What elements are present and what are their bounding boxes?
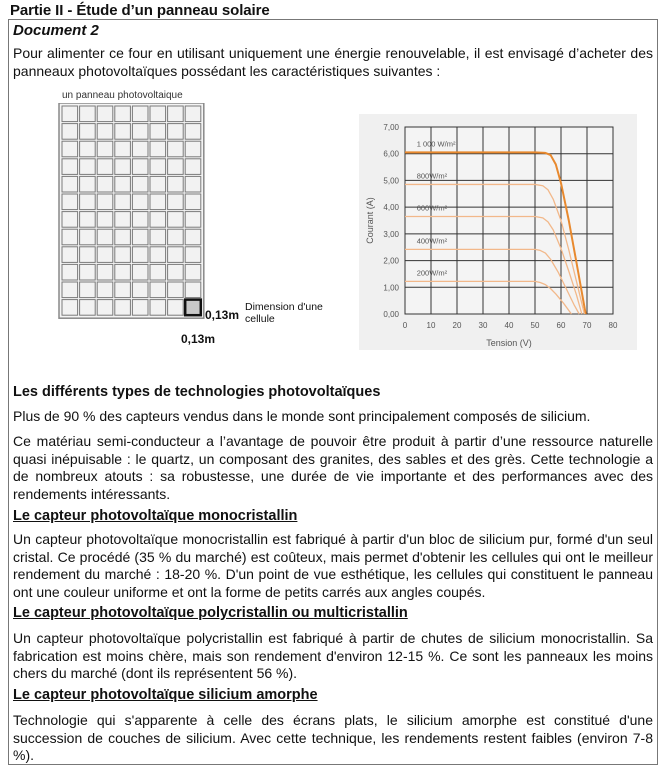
cell-height-label: 0,13m (205, 308, 240, 322)
section-heading-types: Les différents types de technologies photovoltaïques (13, 384, 381, 400)
iv-curve-chart (359, 114, 637, 350)
section-types-paragraph-1: Plus de 90 % des capteurs vendus dans le monde sont principalement composés de silicium. (13, 408, 591, 424)
section-monocrystalline-paragraph: Un capteur photovoltaïque monocristallin est fabriqué à partir d'un bloc de silicium pur, formé d'un seul cristal. Ce procédé (35 % du marché) est coûteux, mais permet d'obtenir les cellules qui ont le meilleur rendement du marché : 18-20 %. D'un point de vue esthétique, les cellules qui constituent le panneau ont une couleur uniforme et ont la forme de petits carrés aux angles coupés. (13, 531, 653, 600)
section-types-paragraph-2: Ce matériau semi-conducteur a l’avantage de pouvoir être produit à partir d’une ressource naturelle quasi inépuisable : le quartz, un composant des granites, des sables et des grès. Cette technologie a de nombreux atouts : sa robustesse, une durée de vie importante et des performances avec des rendements intéressants. (13, 433, 653, 502)
svg-text:0,00: 0,00 (383, 310, 399, 319)
svg-text:4,00: 4,00 (383, 203, 399, 213)
svg-text:3,00: 3,00 (383, 229, 399, 239)
cell-caption (245, 301, 323, 325)
svg-text:800W/m²: 800W/m² (416, 171, 448, 181)
svg-text:40: 40 (504, 321, 514, 330)
svg-text:10: 10 (426, 321, 436, 330)
document-label: Document 2 (13, 22, 99, 39)
svg-text:200W/m²: 200W/m² (416, 268, 448, 278)
svg-text:400W/m²: 400W/m² (416, 236, 448, 246)
part-title: Partie II - Étude d’un panneau solaire (10, 2, 270, 19)
svg-text:1,00: 1,00 (383, 283, 399, 293)
document-box (8, 19, 658, 765)
svg-text:50: 50 (530, 321, 540, 330)
svg-text:Courant (A): Courant (A) (365, 197, 375, 244)
svg-text:70: 70 (582, 321, 592, 330)
section-heading-monocrystalline: Le capteur photovoltaïque monocristallin (13, 508, 298, 524)
svg-text:6,00: 6,00 (383, 149, 399, 159)
cell-caption-line2: cellule (245, 313, 275, 325)
svg-text:5,00: 5,00 (383, 176, 399, 186)
svg-text:600W/m²: 600W/m² (416, 203, 448, 213)
svg-text:1 000 W/m²: 1 000 W/m² (416, 139, 456, 149)
svg-text:80: 80 (608, 321, 618, 330)
svg-text:0: 0 (402, 321, 408, 330)
solar-panel-figure (51, 103, 351, 368)
svg-text:60: 60 (556, 321, 566, 330)
svg-text:7,00: 7,00 (383, 123, 399, 132)
intro-paragraph: Pour alimenter ce four en utilisant uniquement une énergie renouvelable, il est envisagé d’acheter des panneaux photovoltaïques possédant les caractéristiques suivantes : (13, 45, 653, 79)
cell-caption-line1: Dimension d'une (245, 301, 323, 313)
svg-text:Tension (V): Tension (V) (486, 338, 532, 348)
section-heading-amorphous: Le capteur photovoltaïque silicium amorphe (13, 687, 318, 703)
cell-width-label: 0,13m (181, 332, 216, 346)
svg-text:30: 30 (478, 321, 488, 330)
section-amorphous-paragraph: Technologie qui s'apparente à celle des écrans plats, le silicium amorphe est constitué d'une succession de couches de silicium. Avec cette technique, les rendements restent faibles (environ 7-8 %). (13, 712, 653, 763)
section-heading-polycrystalline: Le capteur photovoltaïque polycristallin ou multicristallin (13, 605, 408, 621)
panel-figure-title: un panneau photovoltaique (62, 90, 183, 101)
svg-text:2,00: 2,00 (383, 256, 399, 266)
svg-text:20: 20 (452, 321, 462, 330)
section-polycrystalline-paragraph: Un capteur photovoltaïque polycristallin est fabriqué à partir de chutes de silicium monocristallin. Sa fabrication est moins chère, mais son rendement d'environ 12-15 %. Ce sont les panneaux les moins chers du marché (dont ils représentent 56 %). (13, 630, 653, 681)
